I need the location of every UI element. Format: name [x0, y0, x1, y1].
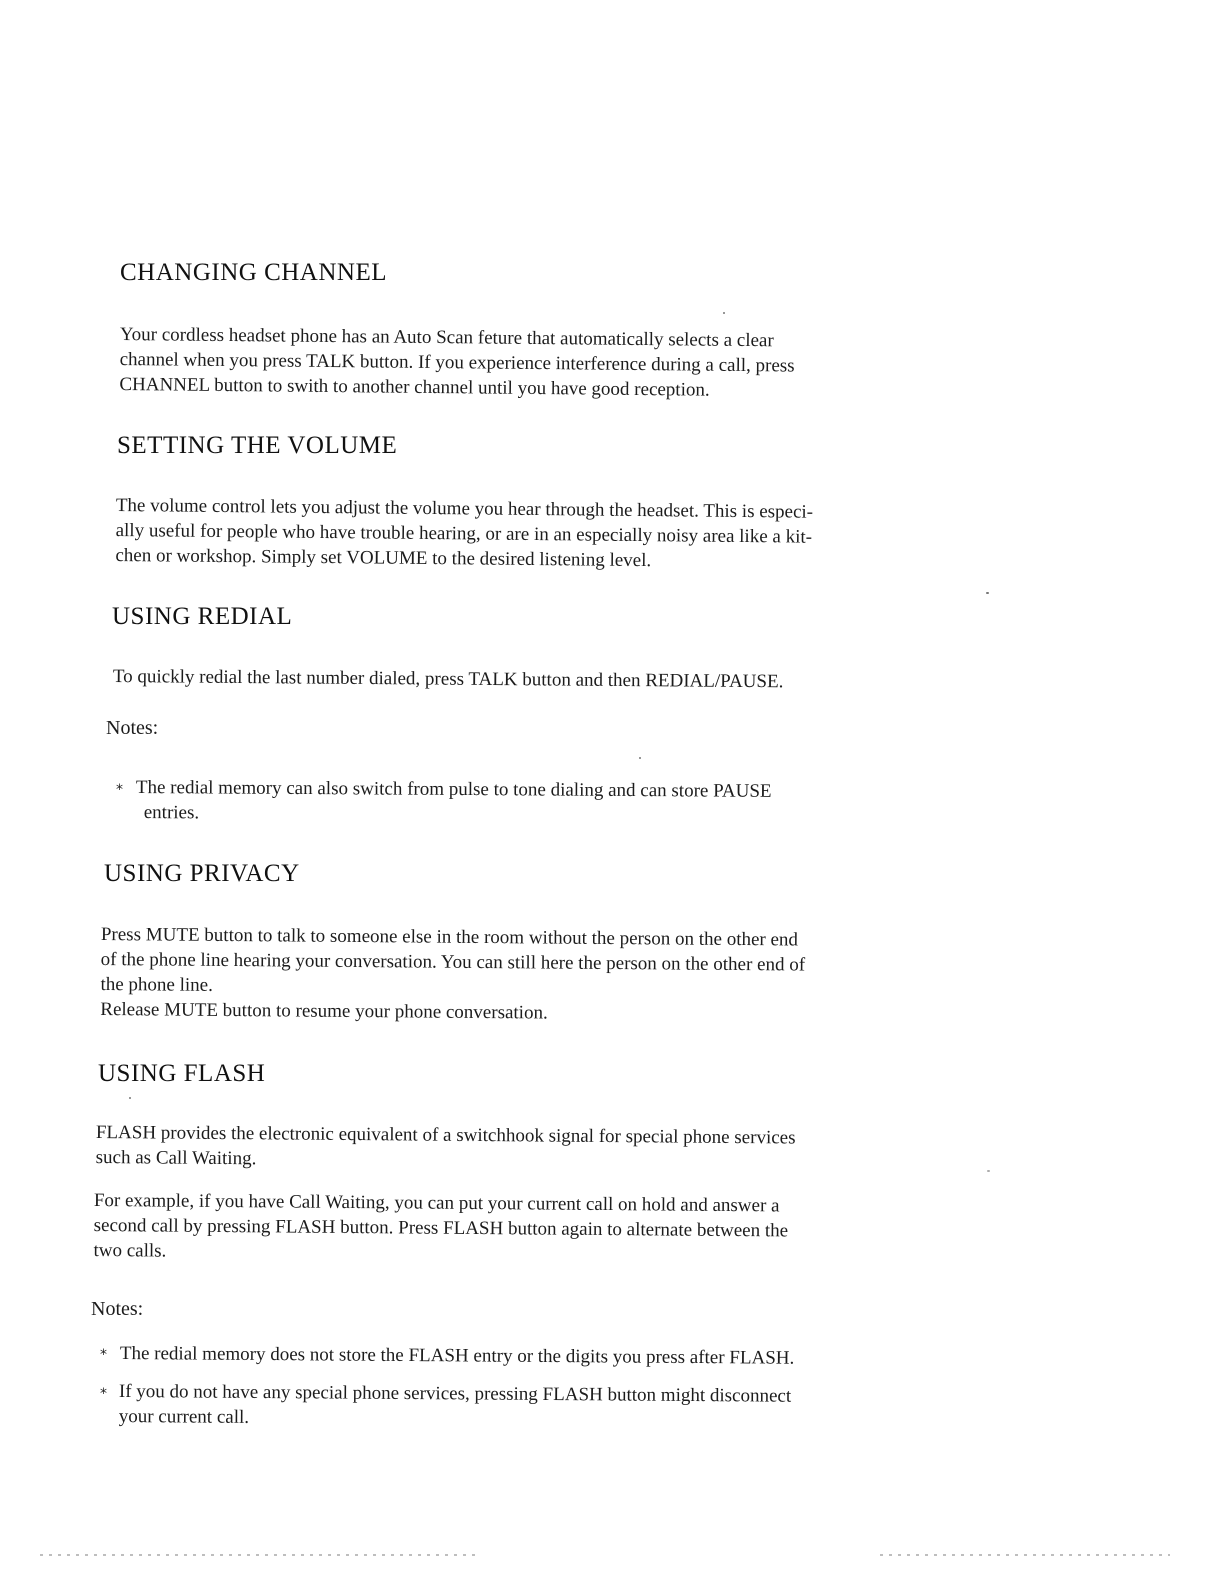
- text-line: entries.: [143, 802, 200, 824]
- text-line: channel when you press TALK button. If you experience interference during a call, press: [119, 348, 795, 377]
- text-line: The redial memory can also switch from pulse to tone dialing and can store PAUSE: [135, 776, 772, 802]
- heading-setting-volume: SETTING THE VOLUME: [117, 432, 398, 459]
- text-line: The volume control lets you adjust the volume you hear through the headset. This is especi-: [115, 494, 814, 523]
- text-line: chen or workshop. Simply set VOLUME to the desired listening level.: [115, 544, 652, 572]
- notes-label: Notes:: [91, 1298, 144, 1320]
- paragraph-using-privacy: [100, 922, 805, 1028]
- heading-using-privacy: USING PRIVACY: [104, 860, 300, 887]
- text-line: If you do not have any special phone services, pressing FLASH button might disconnect: [118, 1381, 792, 1407]
- paragraph-changing-channel: [119, 322, 795, 403]
- note-item: [136, 775, 772, 829]
- text-line: second call by pressing FLASH button. Press FLASH button again to alternate between the: [93, 1214, 789, 1242]
- paragraph-setting-volume: [115, 493, 813, 575]
- text-line: Your cordless headset phone has an Auto Scan feture that automatically selects a clear: [119, 323, 774, 352]
- text-line: your current call.: [118, 1405, 250, 1428]
- scan-speck: [129, 1097, 131, 1099]
- heading-using-flash: USING FLASH: [98, 1060, 266, 1087]
- text-line: Press MUTE button to talk to someone else in the room without the person on the other end: [100, 923, 799, 951]
- paragraph-flash-intro: [96, 1120, 796, 1175]
- notes-label: Notes:: [106, 717, 159, 739]
- scan-speck: [723, 312, 725, 314]
- scan-artifact-line: [40, 1554, 480, 1556]
- heading-using-redial: USING REDIAL: [112, 603, 293, 630]
- scan-artifact-line: [880, 1554, 1170, 1556]
- note-item: [120, 1341, 795, 1371]
- text-line: the phone line.: [100, 973, 213, 996]
- text-line: of the phone line hearing your conversation. You can still here the person on the other end of: [100, 948, 806, 976]
- text-line: two calls.: [93, 1239, 167, 1262]
- heading-changing-channel: CHANGING CHANNEL: [120, 259, 388, 286]
- text-line: FLASH provides the electronic equivalent of a switchhook signal for special phone services: [95, 1121, 796, 1149]
- paragraph-using-redial: [113, 664, 784, 694]
- text-line: For example, if you have Call Waiting, you can put your current call on hold and answer a: [93, 1189, 780, 1217]
- bullet-marker: *: [100, 1386, 107, 1402]
- note-item: [119, 1379, 792, 1434]
- text-line: such as Call Waiting.: [95, 1146, 257, 1170]
- text-line: The redial memory does not store the FLASH entry or the digits you press after FLASH.: [119, 1343, 795, 1369]
- scan-speck: [639, 757, 641, 759]
- paragraph-flash-example: [93, 1188, 788, 1268]
- text-line: Release MUTE button to resume your phone conversation.: [100, 998, 548, 1024]
- text-line: CHANNEL button to swith to another channel until you have good reception.: [119, 373, 710, 401]
- text-line: ally useful for people who have trouble hearing, or are in an especially noisy area like a kit-: [115, 519, 813, 548]
- text-line: To quickly redial the last number dialed, press TALK button and then REDIAL/PAUSE.: [112, 665, 784, 693]
- bullet-marker: *: [116, 782, 123, 798]
- scan-speck: [986, 592, 989, 594]
- scan-speck: [987, 1170, 990, 1172]
- bullet-marker: *: [100, 1347, 107, 1363]
